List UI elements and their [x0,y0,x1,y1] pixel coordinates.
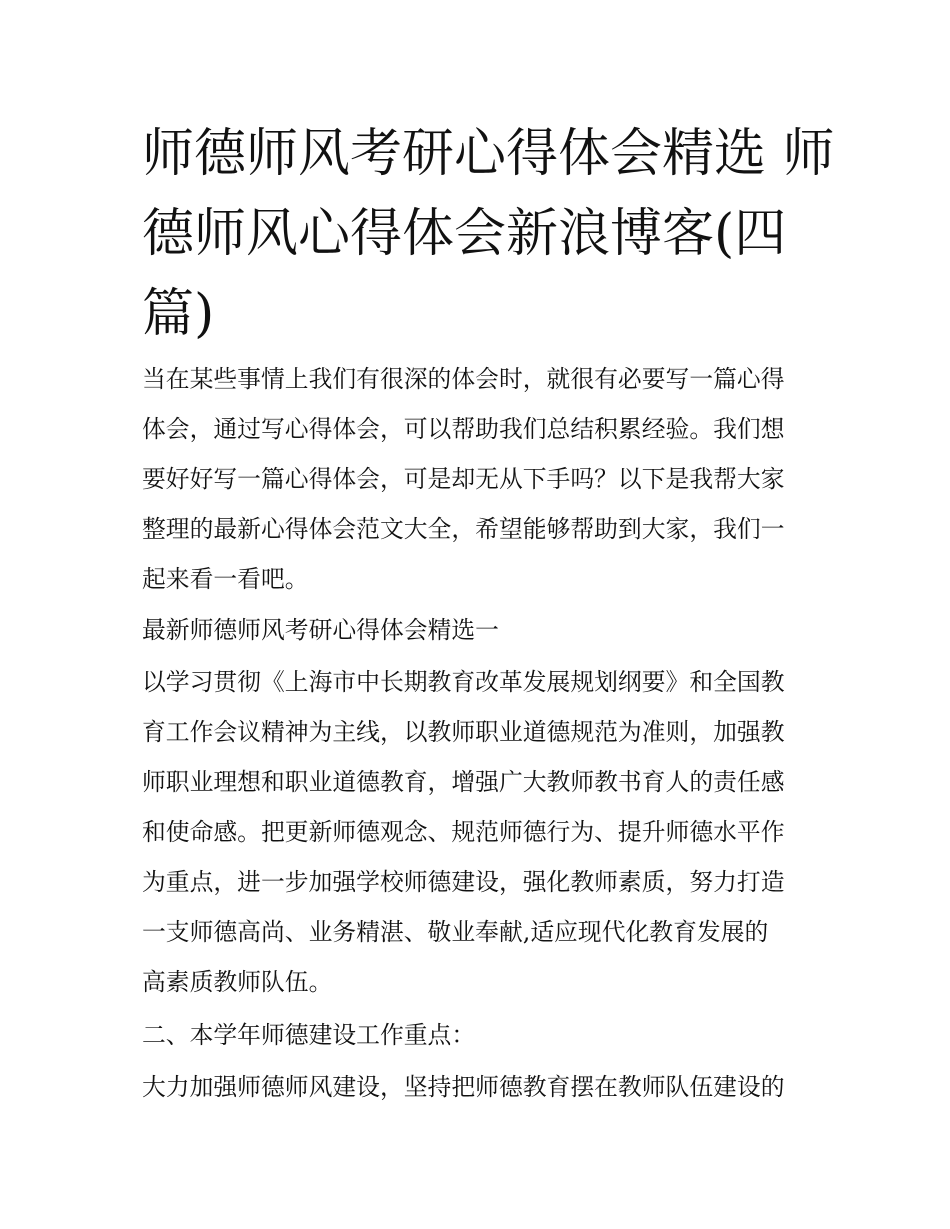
title-line: 篇) [142,284,215,344]
text-line: 和使命感。把更新师德观念、规范师德行为、提升师德水平作 [142,818,785,846]
section-heading-text: 最新师德师风考研心得体会精选一 [142,616,499,644]
text-line: 育工作会议精神为主线，以教师职业道德规范为准则，加强教 [142,718,785,746]
text-line: 以学习贯彻《上海市中长期教育改革发展规划纲要》和全国教 [142,668,785,696]
body-paragraph-2 [142,1062,822,1112]
section-heading-1 [142,605,822,655]
section-heading-text: 二、本学年师德建设工作重点： [142,1021,476,1049]
text-line: 高素质教师队伍。 [142,968,333,996]
text-line: 为重点，进一步加强学校师德建设，强化教师素质，努力打造 [142,868,785,896]
text-line: 师职业理想和职业道德教育，增强广大教师教书育人的责任感 [142,768,785,796]
document-title [142,114,842,354]
text-line: 一支师德高尚、业务精湛、敬业奉献,适应现代化教育发展的 [142,918,769,946]
text-line: 起来看一看吧。 [142,565,309,593]
text-line: 要好好写一篇心得体会，可是却无从下手吗？以下是我帮大家 [142,465,785,493]
body-paragraph-1 [142,657,822,1007]
title-line: 德师风心得体会新浪博客(四 [142,204,787,264]
text-line: 大力加强师德师风建设，坚持把师德教育摆在教师队伍建设的 [142,1073,785,1101]
text-line: 整理的最新心得体会范文大全，希望能够帮助到大家，我们一 [142,515,785,543]
text-line: 体会，通过写心得体会，可以帮助我们总结积累经验。我们想 [142,415,785,443]
section-heading-2 [142,1010,822,1060]
text-line: 当在某些事情上我们有很深的体会时，就很有必要写一篇心得 [142,365,785,393]
intro-paragraph [142,354,822,604]
title-line: 师德师风考研心得体会精选 师 [142,124,835,184]
